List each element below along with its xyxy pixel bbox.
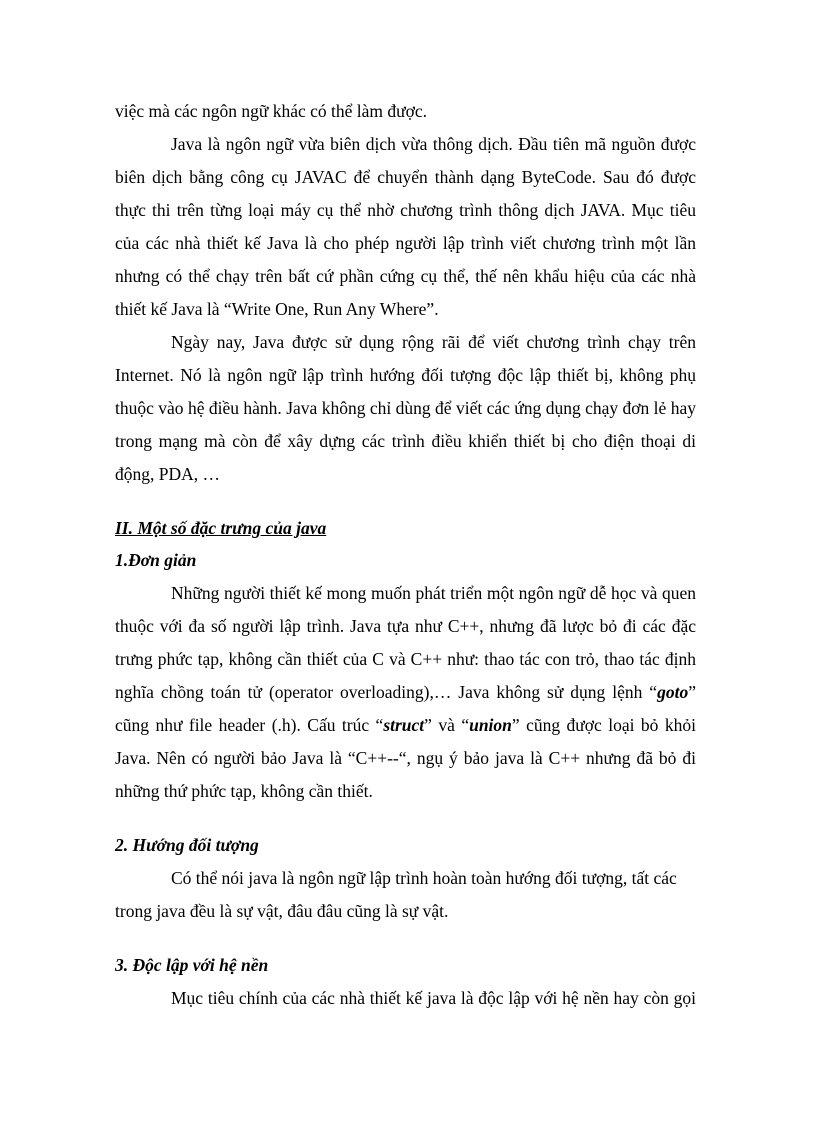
paragraph-line: việc mà các ngôn ngữ khác có thể làm được. bbox=[115, 101, 427, 121]
subsection-heading: 1.Đơn giản bbox=[115, 550, 197, 570]
paragraph-line: Java là ngôn ngữ vừa biên dịch vừa thông dịch. Đầu tiên mã nguồn được bbox=[171, 134, 696, 154]
paragraph-text: cũng như file header (.h). Cấu trúc “ bbox=[115, 715, 384, 735]
section-heading: II. Một số đặc trưng của java bbox=[115, 518, 327, 538]
paragraph-line: thực thi trên từng loại máy cụ thể nhờ chương trình thông dịch JAVA. Mục tiêu bbox=[115, 200, 696, 220]
paragraph-line: Internet. Nó là ngôn ngữ lập trình hướng đối tượng độc lập thiết bị, không phụ bbox=[115, 365, 696, 385]
paragraph-line: biên dịch bằng công cụ JAVAC để chuyển thành dạng ByteCode. Sau đó được bbox=[115, 167, 696, 187]
paragraph-line: thiết kế Java là “Write One, Run Any Where”. bbox=[115, 299, 439, 319]
keyword-union: union bbox=[469, 715, 512, 735]
paragraph-text: nghĩa chồng toán tử (operator overloading),… Java không sử dụng lệnh “ bbox=[115, 682, 658, 702]
paragraph-line: thuộc với đa số người lập trình. Java tựa như C++, nhưng đã lược bỏ đi các đặc bbox=[115, 616, 696, 636]
paragraph-line: trong mạng mà còn để xây dựng các trình điều khiển thiết bị cho điện thoại di bbox=[115, 431, 696, 451]
paragraph-text: ” cũng được loại bỏ khỏi bbox=[511, 715, 696, 735]
paragraph-line: trưng phức tạp, không cần thiết của C và C++ như: thao tác con trỏ, thao tác định bbox=[115, 649, 696, 669]
paragraph-line: Java. Nên có người bảo Java là “C++--“, ngụ ý bảo java là C++ nhưng đã bỏ đi bbox=[115, 748, 696, 768]
paragraph-line: Ngày nay, Java được sử dụng rộng rãi để viết chương trình chạy trên bbox=[171, 332, 696, 352]
keyword-goto: goto bbox=[657, 682, 689, 702]
paragraph-text: ” và “ bbox=[424, 715, 470, 735]
subsection-heading: 2. Hướng đối tượng bbox=[115, 835, 259, 855]
paragraph-line: Mục tiêu chính của các nhà thiết kế java là độc lập với hệ nền hay còn gọi bbox=[171, 988, 696, 1008]
paragraph-line: trong java đều là sự vật, đâu đâu cũng là sự vật. bbox=[115, 901, 449, 921]
paragraph-line: của các nhà thiết kế Java là cho phép người lập trình viết chương trình một lần bbox=[115, 233, 696, 253]
paragraph-line: Có thể nói java là ngôn ngữ lập trình hoàn toàn hướng đối tượng, tất các bbox=[171, 868, 677, 888]
paragraph-line: nhưng có thể chạy trên bất cứ phần cứng cụ thể, thế nên khẩu hiệu của các nhà bbox=[115, 266, 696, 286]
paragraph-line bbox=[115, 715, 696, 735]
paragraph-line: thuộc vào hệ điều hành. Java không chỉ dùng để viết các ứng dụng chạy đơn lẻ hay bbox=[115, 398, 696, 418]
paragraph-line bbox=[115, 682, 696, 702]
paragraph-text: ” bbox=[688, 682, 696, 702]
paragraph-line: Những người thiết kế mong muốn phát triển một ngôn ngữ dễ học và quen bbox=[171, 583, 696, 603]
subsection-heading: 3. Độc lập với hệ nền bbox=[115, 955, 269, 975]
paragraph-line: động, PDA, … bbox=[115, 464, 221, 484]
keyword-struct: struct bbox=[383, 715, 425, 735]
paragraph-line: những thứ phức tạp, không cần thiết. bbox=[115, 781, 373, 801]
